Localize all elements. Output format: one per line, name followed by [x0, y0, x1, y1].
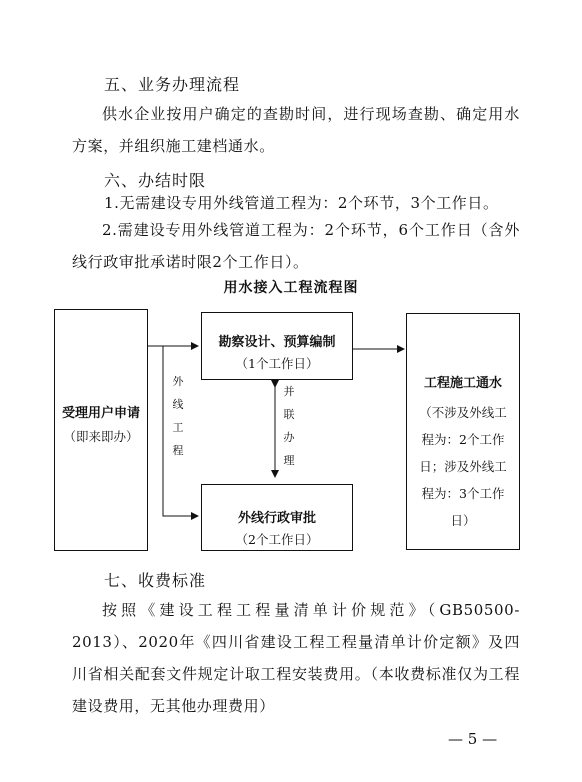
approval-note: （2个工作日）	[235, 532, 319, 547]
section-6-heading: 六、办结时限	[104, 171, 207, 190]
survey-box	[201, 312, 353, 380]
section-5-heading: 五、业务办理流程	[104, 75, 241, 94]
construction-note: （不涉及外线工程为：2个工作日；涉及外线工程为：3个工作日）	[419, 405, 507, 528]
survey-note: （1个工作日）	[235, 356, 319, 371]
construction-box	[406, 313, 520, 550]
section-6-item-2: 2.需建设专用外线管道工程为：2个环节，6个工作日（含外线行政审批承诺时限2个工作日）。	[72, 221, 520, 271]
section-6-item-1: 1.无需建设专用外线管道工程为：2个环节，3个工作日。	[104, 194, 499, 212]
survey-label: 勘察设计、预算编制	[218, 335, 336, 350]
parallel-label: 并联办理	[283, 385, 295, 467]
section-5-body: 供水企业按用户确定的查勘时间，进行现场查勘、确定用水方案，并组织施工建档通水。	[72, 105, 520, 155]
page-number: — 5 —	[448, 730, 498, 748]
flowchart-title: 用水接入工程流程图	[223, 280, 359, 296]
approval-box	[201, 484, 353, 551]
construction-label: 工程施工通水	[423, 376, 502, 391]
apply-note: （即来即办）	[63, 429, 139, 444]
outer-line-label: 外线工程	[172, 375, 184, 457]
section-7-heading: 七、收费标准	[104, 571, 207, 590]
approval-label: 外线行政审批	[237, 511, 316, 526]
section-7-body: 按照《建设工程工程量清单计价规范》（GB50500-2013）、2020年《四川省建设工程工程量清单计价定额》及四川省相关配套文件规定计取工程安装费用。（本收费标准仅为工程建设费用，无其他办理费用）	[72, 601, 520, 715]
apply-box	[54, 309, 148, 551]
apply-label: 受理用户申请	[61, 406, 140, 421]
